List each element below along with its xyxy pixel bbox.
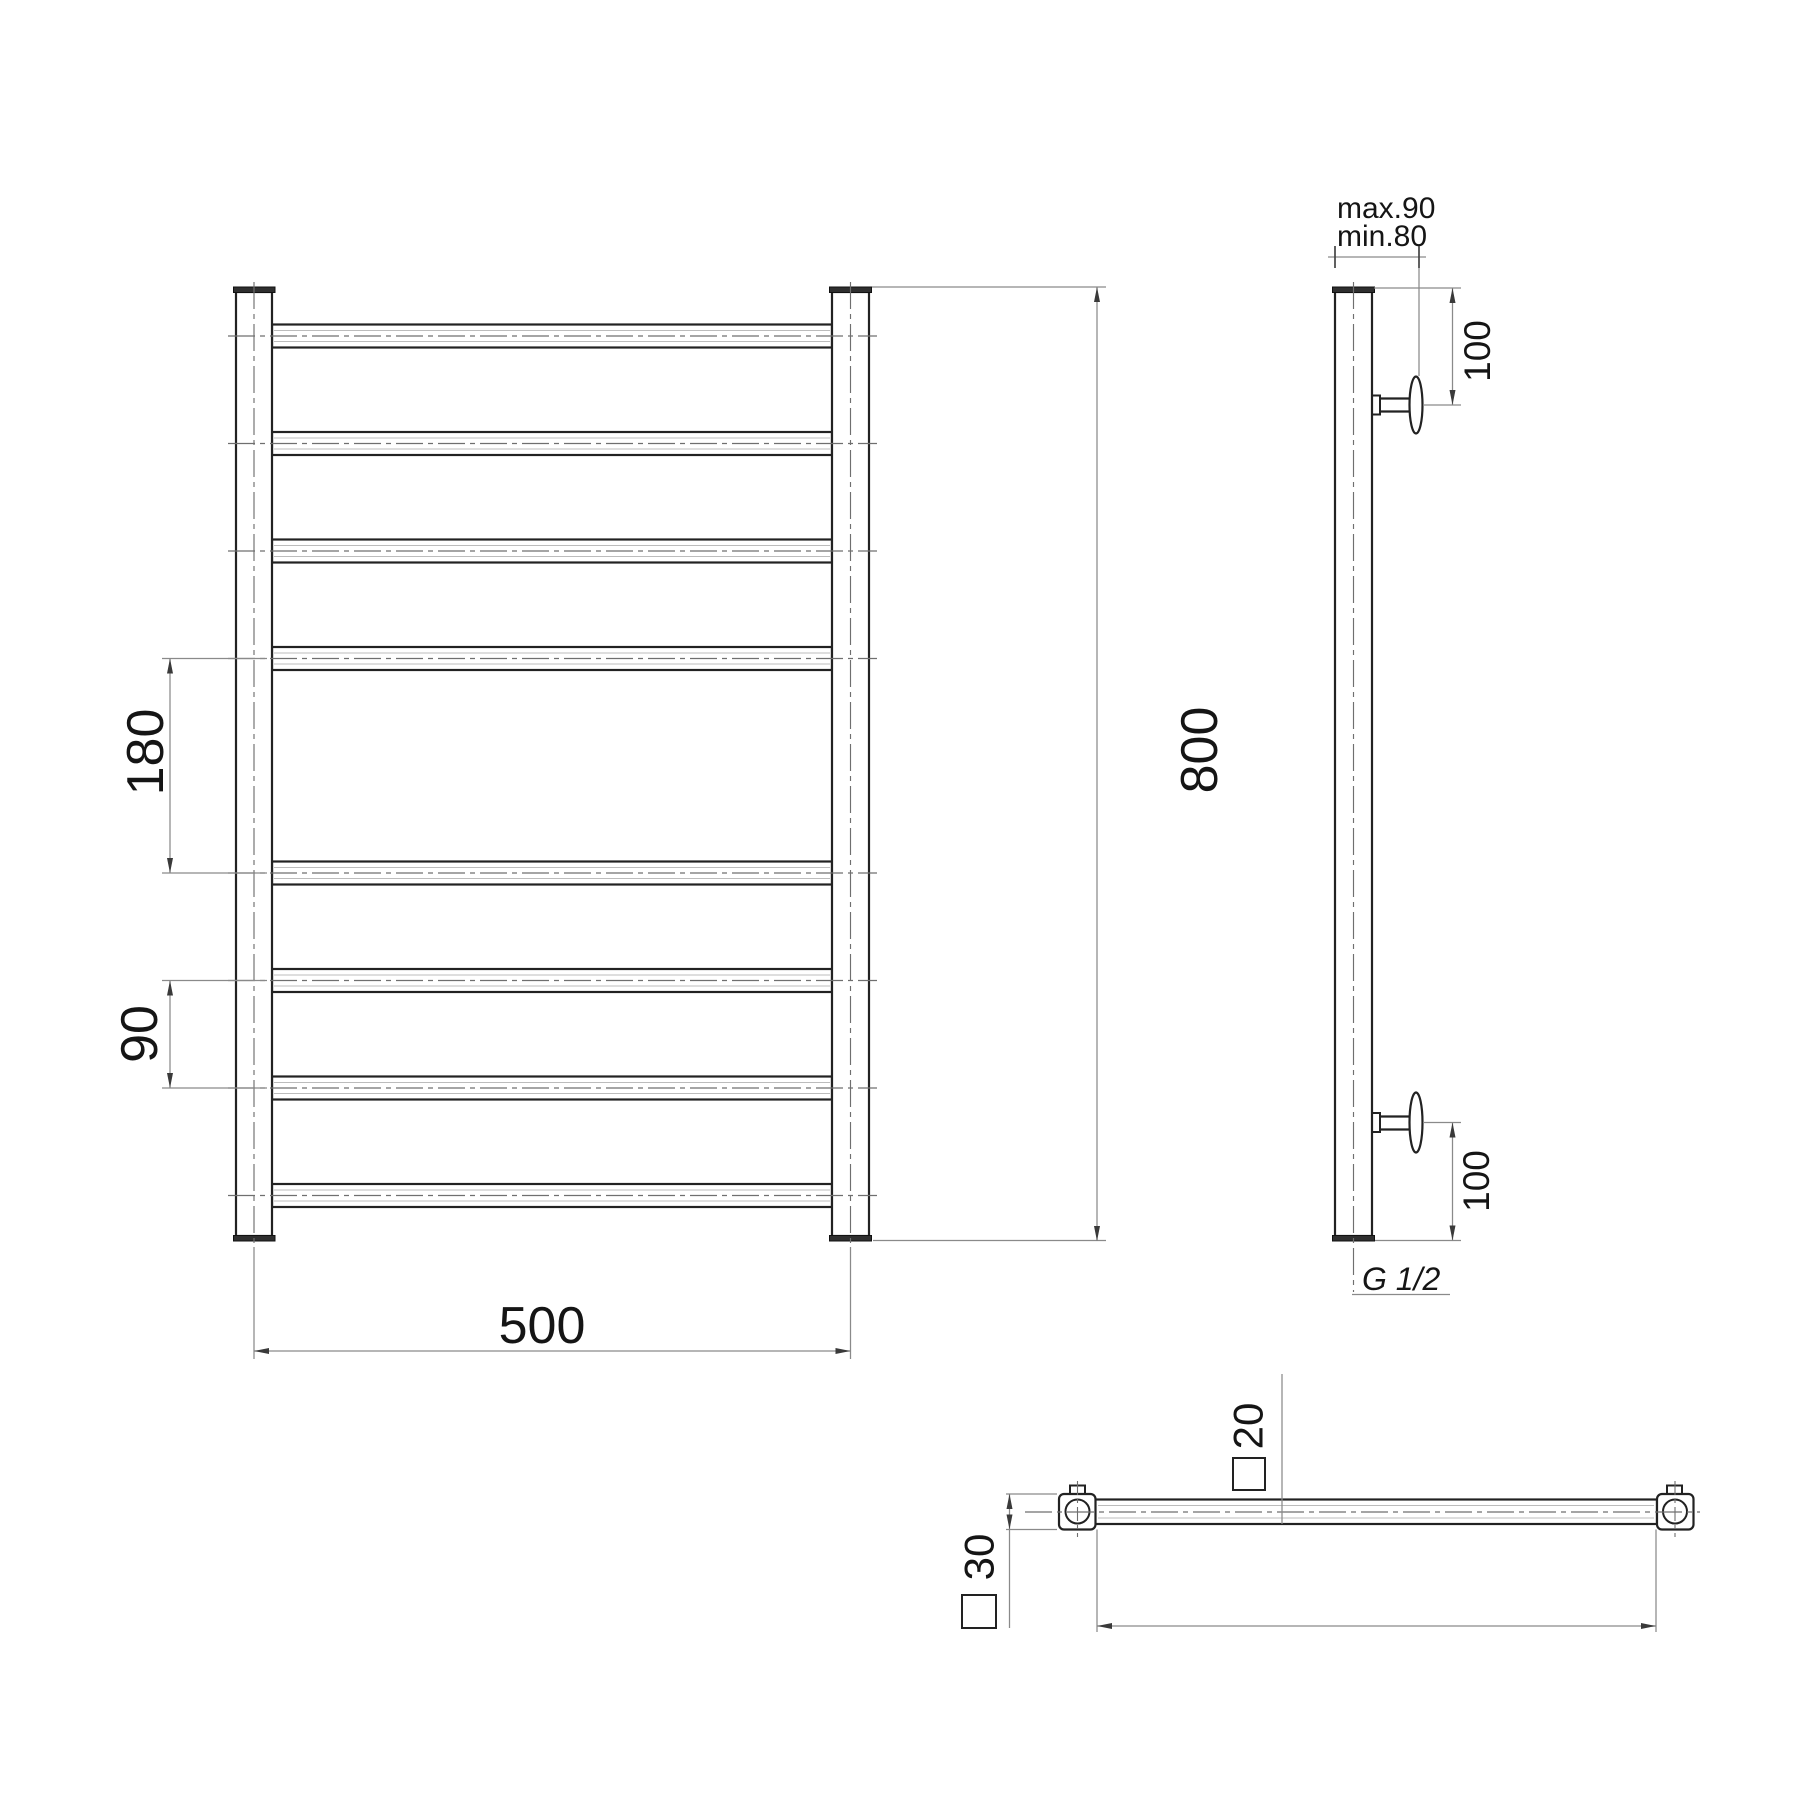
wall-plate-top — [1410, 377, 1423, 434]
front-view — [228, 282, 877, 1247]
wall-clearance-min-label: min.80 — [1337, 220, 1428, 253]
square-profile-symbol — [1233, 1458, 1265, 1490]
dim-gap-small-label: 90 — [111, 1005, 170, 1063]
dim-bar-square-label: 20 — [1224, 1402, 1272, 1450]
centerlines — [228, 282, 877, 1247]
thread-label: G 1/2 — [1362, 1261, 1441, 1297]
side-view — [1333, 282, 1423, 1292]
top-view — [1025, 1481, 1700, 1537]
dim-100-top — [1374, 288, 1498, 405]
wall-bracket-bottom — [1372, 1093, 1423, 1153]
dim-post-square-label: 30 — [955, 1533, 1003, 1581]
dim-100-bottom — [1375, 1123, 1497, 1241]
wall-clearance-max-label: max.90 — [1337, 192, 1436, 225]
wall-plate-bottom — [1410, 1093, 1423, 1153]
dim-gap-large-label: 180 — [117, 708, 176, 796]
square-profile-symbol — [962, 1595, 996, 1628]
dim-width — [254, 1247, 851, 1359]
dim-height — [872, 287, 1229, 1241]
dim-100-top-label: 100 — [1456, 320, 1498, 382]
dim-inner-span — [1097, 1530, 1656, 1633]
towel-bars — [272, 325, 832, 1208]
dim-height-label: 800 — [1171, 706, 1230, 794]
dim-100-bottom-label: 100 — [1455, 1150, 1497, 1212]
dim-width-label: 500 — [498, 1297, 586, 1355]
dim-post-square — [956, 1494, 1057, 1628]
thread-callout — [1352, 1261, 1450, 1297]
wall-bracket-top — [1372, 377, 1423, 434]
